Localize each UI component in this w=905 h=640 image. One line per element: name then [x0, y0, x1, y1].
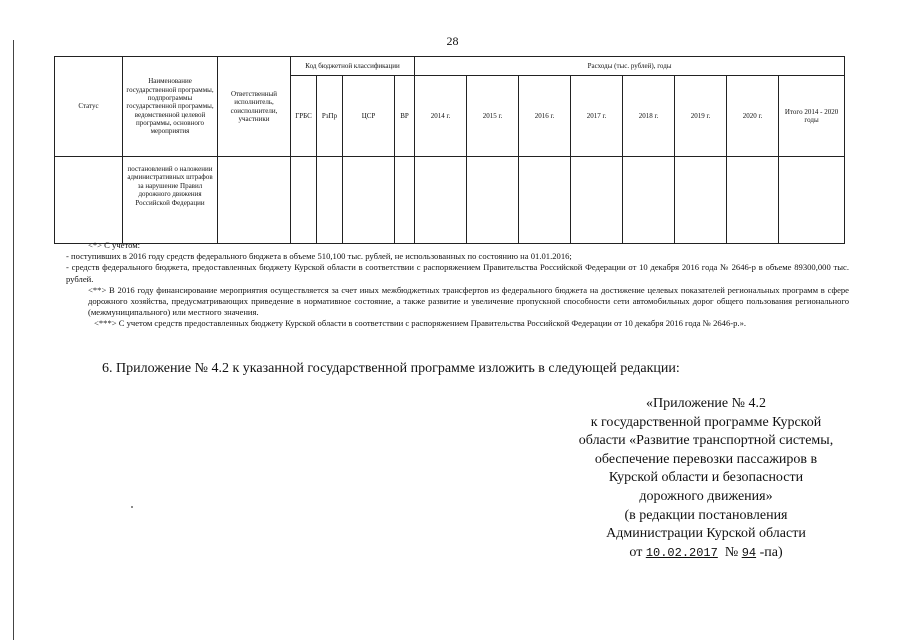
appendix-line-6: дорожного движения» — [639, 488, 773, 504]
cell-program-name: постановлений о наложении административных штрафов за нарушение Правил дорожного движения Российской Федерации — [123, 157, 218, 244]
header-responsible: Ответственный исполнитель, соисполнители, участники — [218, 57, 291, 157]
appendix-line-2: к государственной программе Курской — [590, 414, 822, 430]
table-row — [55, 157, 845, 244]
header-year-2014: 2014 г. — [415, 76, 467, 157]
footnote-1-title: <*> С учетом: — [88, 240, 141, 250]
header-year-2016: 2016 г. — [519, 76, 571, 157]
cell-grbs — [291, 157, 317, 244]
footnote-1-item-b: - средств федерального бюджета, предоставленных бюджету Курской области в соответствии с распоряжением Правительства Российской Федерации от 10 декабря 2016 года № 2646-р в объеме 89300,000 тыс. рублей. — [66, 262, 849, 284]
cell-responsible — [218, 157, 291, 244]
item-6-paragraph: 6. Приложение № 4.2 к указанной государственной программе изложить в следующей редакции: — [102, 361, 680, 376]
footnotes — [54, 240, 849, 330]
cell-2014 — [415, 157, 467, 244]
footnote-3: <***> С учетом средств предоставленных бюджету Курской области в соответствии с распоряжением Правительства Российской Федерации от 10 декабря 2016 года № 2646-р.». — [94, 318, 747, 329]
header-expenses: Расходы (тыс. рублей), годы — [415, 57, 845, 76]
header-code-grbs: ГРБС — [291, 76, 317, 157]
cell-vr — [395, 157, 415, 244]
header-year-2017: 2017 г. — [571, 76, 623, 157]
header-year-2018: 2018 г. — [623, 76, 675, 157]
cell-2019 — [675, 157, 727, 244]
decree-number: 94 — [741, 545, 757, 560]
header-code-vr: ВР — [395, 76, 415, 157]
appendix-line-7: (в редакции постановления — [624, 507, 788, 523]
header-total: Итого 2014 - 2020 годы — [779, 76, 845, 157]
header-year-2015: 2015 г. — [467, 76, 519, 157]
cell-2020 — [727, 157, 779, 244]
header-code-rzpr: РзПр — [317, 76, 343, 157]
cell-2016 — [519, 157, 571, 244]
header-year-2019: 2019 г. — [675, 76, 727, 157]
footnote-1-item-a: - поступивших в 2016 году средств федерального бюджета в объеме 510,100 тыс. рублей, не использованных по состоянию на 01.01.2016; — [66, 251, 572, 262]
cell-2015 — [467, 157, 519, 244]
header-year-2020: 2020 г. — [727, 76, 779, 157]
footnote-2: <**> В 2016 году финансирование мероприятия осуществляется за счет иных межбюджетных трансфертов из федерального бюджета на достижение целевых показателей региональных программ в сфере дорожного хозяйства, предусматривающих приведение в нормативное состояние, а также развитие и увеличение пропускной способности сети автомобильных дорог общего пользования регионального (межмуниципального) или местного значения. — [88, 284, 849, 318]
cell-2017 — [571, 157, 623, 244]
budget-table — [54, 56, 845, 244]
appendix-line-9 — [556, 544, 856, 563]
number-prefix: № — [717, 544, 742, 560]
cell-2018 — [623, 157, 675, 244]
header-budget-code: Код бюджетной классификации — [291, 57, 415, 76]
page-edge-line — [13, 40, 14, 640]
number-suffix: -па) — [756, 544, 783, 560]
from-prefix: от — [629, 544, 646, 560]
appendix-line-8: Администрации Курской области — [606, 526, 806, 542]
cell-status — [55, 157, 123, 244]
header-status: Статус — [55, 57, 123, 157]
header-code-csr: ЦСР — [343, 76, 395, 157]
cell-total — [779, 157, 845, 244]
appendix-line-3: области «Развитие транспортной системы, — [578, 433, 834, 449]
appendix-line-4: обеспечение перевозки пассажиров в — [594, 451, 818, 467]
appendix-line-5: Курской области и безопасности — [608, 470, 804, 486]
decree-date: 10.02.2017 — [645, 545, 718, 560]
cell-csr — [343, 157, 395, 244]
page-number: 28 — [446, 34, 459, 48]
speck — [131, 506, 133, 508]
cell-rzpr — [317, 157, 343, 244]
header-program-name: Наименование государственной программы, подпрограммы государственной программы, ведомственной целевой программы, основного мероприятия — [123, 57, 218, 157]
appendix-header — [556, 395, 856, 562]
appendix-line-1: «Приложение № 4.2 — [646, 396, 766, 411]
